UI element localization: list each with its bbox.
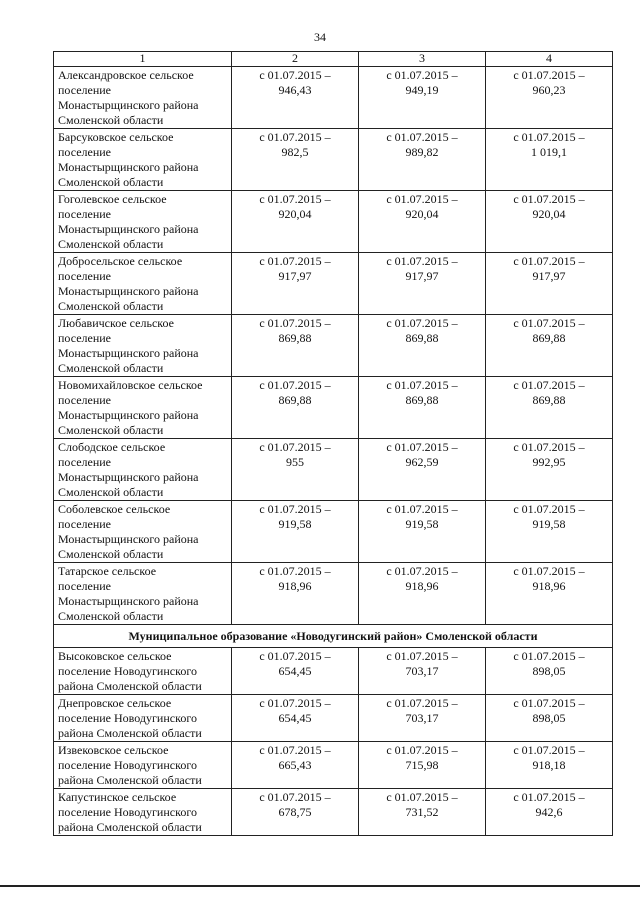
tariff-date: с 01.07.2015 –	[513, 68, 585, 82]
tariff-date: с 01.07.2015 –	[259, 502, 331, 516]
header-row	[54, 52, 613, 67]
table-row	[54, 563, 613, 625]
tariff-cell	[359, 315, 486, 377]
settlement-name-line: Монастырщинского района	[58, 532, 199, 546]
tariff-value: 992,95	[532, 455, 566, 469]
settlement-name-line: Татарское сельское	[58, 564, 157, 578]
tariff-cell	[232, 377, 359, 439]
tariff-value: 869,88	[532, 331, 566, 345]
settlement-name-line: Соболевское сельское	[58, 502, 171, 516]
settlement-name-line: Высоковское сельское	[58, 649, 172, 663]
tariff-value: 715,98	[405, 758, 439, 772]
table-row	[54, 129, 613, 191]
table-row	[54, 439, 613, 501]
settlement-name-cell	[54, 563, 232, 625]
tariff-date: с 01.07.2015 –	[259, 254, 331, 268]
tariff-value: 678,75	[278, 805, 312, 819]
settlement-name-line: Смоленской области	[58, 237, 164, 251]
settlement-name-line: поселение	[58, 455, 112, 469]
tariff-cell	[359, 789, 486, 836]
tariff-value: 917,97	[278, 269, 312, 283]
settlement-name-line: Слободское сельское	[58, 440, 166, 454]
tariff-value: 869,88	[278, 331, 312, 345]
group-header-row	[54, 625, 613, 648]
settlement-name-line: поселение	[58, 207, 112, 221]
tariff-value: 942,6	[535, 805, 563, 819]
tariff-date: с 01.07.2015 –	[386, 649, 458, 663]
settlement-name-cell	[54, 439, 232, 501]
tariff-table	[53, 51, 613, 836]
tariff-date: с 01.07.2015 –	[513, 743, 585, 757]
tariff-cell	[232, 439, 359, 501]
table-row	[54, 648, 613, 695]
settlement-name-line: Днепровское сельское	[58, 696, 172, 710]
tariff-value: 703,17	[405, 711, 439, 725]
tariff-date: с 01.07.2015 –	[386, 790, 458, 804]
table-row	[54, 742, 613, 789]
tariff-value: 918,96	[278, 579, 312, 593]
settlement-name-line: поселение	[58, 579, 112, 593]
settlement-name-line: Новомихайловское сельское	[58, 378, 203, 392]
tariff-date: с 01.07.2015 –	[386, 378, 458, 392]
settlement-name-line: Извековское сельское	[58, 743, 169, 757]
tariff-cell	[359, 563, 486, 625]
tariff-date: с 01.07.2015 –	[386, 68, 458, 82]
settlement-name-cell	[54, 501, 232, 563]
tariff-value: 898,05	[532, 664, 566, 678]
tariff-date: с 01.07.2015 –	[513, 316, 585, 330]
tariff-cell	[486, 789, 613, 836]
tariff-value: 920,04	[405, 207, 439, 221]
settlement-name-line: поселение	[58, 83, 112, 97]
settlement-name-cell	[54, 67, 232, 129]
tariff-cell	[232, 563, 359, 625]
table-body	[54, 67, 613, 836]
tariff-cell	[232, 191, 359, 253]
tariff-value: 1 019,1	[531, 145, 567, 159]
tariff-value: 960,23	[532, 83, 566, 97]
tariff-cell	[232, 501, 359, 563]
table-row	[54, 695, 613, 742]
tariff-date: с 01.07.2015 –	[386, 502, 458, 516]
settlement-name-line: Добросельское сельское	[58, 254, 183, 268]
tariff-date: с 01.07.2015 –	[386, 254, 458, 268]
table-row	[54, 789, 613, 836]
tariff-cell	[232, 129, 359, 191]
tariff-date: с 01.07.2015 –	[513, 649, 585, 663]
tariff-value: 918,18	[532, 758, 566, 772]
tariff-cell	[359, 67, 486, 129]
tariff-cell	[486, 315, 613, 377]
settlement-name-line: поселение	[58, 269, 112, 283]
tariff-date: с 01.07.2015 –	[386, 564, 458, 578]
tariff-date: с 01.07.2015 –	[259, 440, 331, 454]
group-title: Муниципальное образование «Новодугинский район» Смоленской области	[54, 625, 613, 648]
tariff-value: 989,82	[405, 145, 439, 159]
settlement-name-line: Смоленской области	[58, 299, 164, 313]
table-row	[54, 253, 613, 315]
tariff-date: с 01.07.2015 –	[259, 192, 331, 206]
settlement-name-line: района Смоленской области	[58, 773, 202, 787]
settlement-name-line: Монастырщинского района	[58, 160, 199, 174]
settlement-name-line: Монастырщинского района	[58, 470, 199, 484]
settlement-name-line: Смоленской области	[58, 361, 164, 375]
settlement-name-line: Капустинское сельское	[58, 790, 177, 804]
settlement-name-cell	[54, 789, 232, 836]
settlement-name-line: Смоленской области	[58, 113, 164, 127]
tariff-date: с 01.07.2015 –	[386, 316, 458, 330]
tariff-cell	[359, 742, 486, 789]
settlement-name-line: поселение Новодугинского	[58, 664, 197, 678]
tariff-cell	[232, 789, 359, 836]
tariff-value: 654,45	[278, 664, 312, 678]
settlement-name-line: Александровское сельское	[58, 68, 194, 82]
tariff-value: 962,59	[405, 455, 439, 469]
settlement-name-line: района Смоленской области	[58, 726, 202, 740]
column-header: 4	[486, 52, 613, 67]
bottom-rule	[0, 885, 640, 887]
tariff-value: 920,04	[532, 207, 566, 221]
table-row	[54, 67, 613, 129]
tariff-date: с 01.07.2015 –	[259, 378, 331, 392]
tariff-date: с 01.07.2015 –	[259, 743, 331, 757]
tariff-value: 919,58	[278, 517, 312, 531]
settlement-name-line: Смоленской области	[58, 423, 164, 437]
settlement-name-line: поселение	[58, 145, 112, 159]
tariff-cell	[486, 377, 613, 439]
tariff-cell	[232, 253, 359, 315]
tariff-value: 898,05	[532, 711, 566, 725]
settlement-name-line: Смоленской области	[58, 609, 164, 623]
table-row	[54, 191, 613, 253]
tariff-cell	[359, 253, 486, 315]
tariff-date: с 01.07.2015 –	[513, 378, 585, 392]
settlement-name-line: Барсуковское сельское	[58, 130, 174, 144]
settlement-name-line: поселение	[58, 393, 112, 407]
tariff-cell	[359, 695, 486, 742]
tariff-date: с 01.07.2015 –	[259, 696, 331, 710]
tariff-date: с 01.07.2015 –	[386, 743, 458, 757]
settlement-name-cell	[54, 129, 232, 191]
tariff-cell	[486, 648, 613, 695]
tariff-date: с 01.07.2015 –	[513, 790, 585, 804]
tariff-value: 665,43	[278, 758, 312, 772]
tariff-value: 917,97	[532, 269, 566, 283]
tariff-date: с 01.07.2015 –	[513, 564, 585, 578]
tariff-value: 918,96	[532, 579, 566, 593]
tariff-date: с 01.07.2015 –	[386, 440, 458, 454]
settlement-name-line: поселение	[58, 517, 112, 531]
tariff-value: 869,88	[278, 393, 312, 407]
tariff-date: с 01.07.2015 –	[513, 192, 585, 206]
tariff-value: 869,88	[405, 331, 439, 345]
tariff-cell	[359, 501, 486, 563]
settlement-name-line: поселение Новодугинского	[58, 758, 197, 772]
tariff-cell	[359, 191, 486, 253]
tariff-value: 955	[286, 455, 304, 469]
tariff-cell	[232, 67, 359, 129]
tariff-date: с 01.07.2015 –	[386, 192, 458, 206]
tariff-cell	[486, 695, 613, 742]
tariff-cell	[486, 742, 613, 789]
tariff-value: 946,43	[278, 83, 312, 97]
settlement-name-line: Смоленской области	[58, 547, 164, 561]
tariff-cell	[232, 315, 359, 377]
tariff-cell	[232, 742, 359, 789]
tariff-cell	[486, 191, 613, 253]
tariff-cell	[486, 563, 613, 625]
tariff-date: с 01.07.2015 –	[513, 502, 585, 516]
column-header: 3	[359, 52, 486, 67]
tariff-date: с 01.07.2015 –	[259, 68, 331, 82]
table-row	[54, 377, 613, 439]
settlement-name-line: Любавичское сельское	[58, 316, 174, 330]
tariff-date: с 01.07.2015 –	[513, 440, 585, 454]
settlement-name-line: района Смоленской области	[58, 679, 202, 693]
tariff-value: 919,58	[532, 517, 566, 531]
tariff-cell	[486, 67, 613, 129]
column-header: 1	[54, 52, 232, 67]
settlement-name-line: поселение Новодугинского	[58, 711, 197, 725]
settlement-name-line: поселение Новодугинского	[58, 805, 197, 819]
tariff-value: 731,52	[405, 805, 439, 819]
tariff-value: 919,58	[405, 517, 439, 531]
tariff-cell	[359, 129, 486, 191]
tariff-date: с 01.07.2015 –	[513, 254, 585, 268]
tariff-date: с 01.07.2015 –	[259, 649, 331, 663]
settlement-name-line: Смоленской области	[58, 175, 164, 189]
settlement-name-cell	[54, 191, 232, 253]
tariff-value: 982,5	[281, 145, 309, 159]
tariff-value: 869,88	[405, 393, 439, 407]
settlement-name-line: Монастырщинского района	[58, 284, 199, 298]
settlement-name-cell	[54, 648, 232, 695]
settlement-name-line: Монастырщинского района	[58, 594, 199, 608]
tariff-cell	[359, 648, 486, 695]
settlement-name-line: поселение	[58, 331, 112, 345]
settlement-name-cell	[54, 742, 232, 789]
tariff-cell	[359, 439, 486, 501]
settlement-name-cell	[54, 253, 232, 315]
settlement-name-cell	[54, 695, 232, 742]
tariff-date: с 01.07.2015 –	[386, 696, 458, 710]
tariff-cell	[486, 129, 613, 191]
settlement-name-line: района Смоленской области	[58, 820, 202, 834]
page-number: 34	[314, 30, 326, 44]
settlement-name-line: Монастырщинского района	[58, 408, 199, 422]
tariff-date: с 01.07.2015 –	[513, 696, 585, 710]
settlement-name-cell	[54, 377, 232, 439]
tariff-cell	[232, 695, 359, 742]
tariff-value: 703,17	[405, 664, 439, 678]
tariff-date: с 01.07.2015 –	[513, 130, 585, 144]
tariff-value: 654,45	[278, 711, 312, 725]
tariff-value: 920,04	[278, 207, 312, 221]
tariff-date: с 01.07.2015 –	[259, 130, 331, 144]
tariff-date: с 01.07.2015 –	[259, 564, 331, 578]
settlement-name-line: Смоленской области	[58, 485, 164, 499]
settlement-name-line: Гоголевское сельское	[58, 192, 167, 206]
tariff-cell	[486, 439, 613, 501]
tariff-cell	[232, 648, 359, 695]
settlement-name-line: Монастырщинского района	[58, 222, 199, 236]
table-row	[54, 501, 613, 563]
tariff-value: 918,96	[405, 579, 439, 593]
settlement-name-cell	[54, 315, 232, 377]
tariff-date: с 01.07.2015 –	[386, 130, 458, 144]
tariff-value: 949,19	[405, 83, 439, 97]
tariff-cell	[486, 253, 613, 315]
column-header: 2	[232, 52, 359, 67]
table-row	[54, 315, 613, 377]
tariff-date: с 01.07.2015 –	[259, 790, 331, 804]
tariff-value: 917,97	[405, 269, 439, 283]
settlement-name-line: Монастырщинского района	[58, 346, 199, 360]
tariff-date: с 01.07.2015 –	[259, 316, 331, 330]
tariff-cell	[359, 377, 486, 439]
settlement-name-line: Монастырщинского района	[58, 98, 199, 112]
tariff-value: 869,88	[532, 393, 566, 407]
tariff-cell	[486, 501, 613, 563]
